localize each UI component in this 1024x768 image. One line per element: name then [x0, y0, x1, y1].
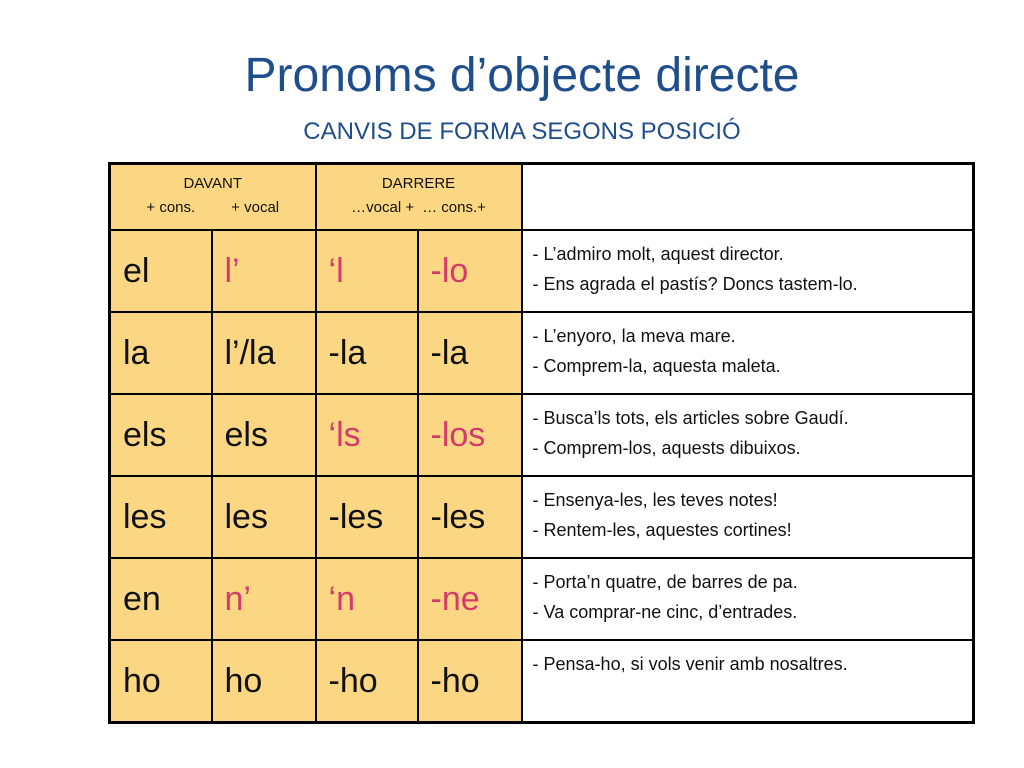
header-darrere-label: DARRERE: [381, 175, 456, 192]
pronoun-after-consonant: -les: [418, 476, 522, 558]
header-davant-label: DAVANT: [183, 175, 243, 192]
table-row: [110, 230, 974, 312]
pronoun-after-vowel: ‘ls: [316, 394, 418, 476]
example-sentence: - Busca’ls tots, els articles sobre Gaudí.: [532, 408, 849, 428]
example-sentence: - Comprem-los, aquests dibuixos.: [532, 438, 801, 458]
pronoun-before-vowel: ho: [212, 640, 316, 723]
pronoun-before-vowel: els: [212, 394, 316, 476]
example-sentence: - Ensenya-les, les teves notes!: [532, 490, 778, 510]
examples-cell: [522, 230, 974, 312]
pronoun-base: les: [110, 476, 212, 558]
header-davant: [110, 164, 316, 231]
table-row: [110, 558, 974, 640]
table-header-row: [110, 164, 974, 231]
examples-cell: [522, 640, 974, 723]
table-row: [110, 640, 974, 723]
table-row: [110, 476, 974, 558]
pronoun-base: en: [110, 558, 212, 640]
examples-cell: [522, 394, 974, 476]
pronoun-after-vowel: ‘n: [316, 558, 418, 640]
page-subtitle: CANVIS DE FORMA SEGONS POSICIÓ: [303, 118, 741, 145]
header-examples: [522, 164, 974, 231]
pronoun-base: el: [110, 230, 212, 312]
pronoun-before-vowel: l’: [212, 230, 316, 312]
pronoun-table: [108, 162, 975, 724]
example-sentence: - Pensa-ho, si vols venir amb nosaltres.: [532, 654, 848, 674]
pronoun-after-consonant: -la: [418, 312, 522, 394]
table-row: [110, 394, 974, 476]
examples-cell: [522, 312, 974, 394]
header-darrere-cons: … cons.+: [422, 199, 486, 216]
pronoun-after-consonant: -lo: [418, 230, 522, 312]
example-sentence: - Rentem-les, aquestes cortines!: [532, 520, 792, 540]
pronoun-after-consonant: -los: [418, 394, 522, 476]
table-row: [110, 312, 974, 394]
pronoun-base: ho: [110, 640, 212, 723]
example-sentence: - L’admiro molt, aquest director.: [532, 244, 784, 264]
header-davant-cons: + cons.: [146, 199, 196, 216]
pronoun-before-vowel: les: [212, 476, 316, 558]
example-sentence: - Porta’n quatre, de barres de pa.: [532, 572, 798, 592]
examples-cell: [522, 558, 974, 640]
example-sentence: - Comprem-la, aquesta maleta.: [532, 356, 781, 376]
header-darrere-vocal: …vocal +: [351, 199, 415, 216]
example-sentence: - L’enyoro, la meva mare.: [532, 326, 736, 346]
pronoun-base: els: [110, 394, 212, 476]
example-sentence: - Va comprar-ne cinc, d’entrades.: [532, 602, 798, 622]
pronoun-after-consonant: -ne: [418, 558, 522, 640]
example-sentence: - Ens agrada el pastís? Doncs tastem-lo.: [532, 274, 858, 294]
header-davant-vocal: + vocal: [231, 199, 280, 216]
pronoun-after-vowel: -les: [316, 476, 418, 558]
pronoun-base: la: [110, 312, 212, 394]
pronoun-after-vowel: -la: [316, 312, 418, 394]
pronoun-after-vowel: ‘l: [316, 230, 418, 312]
header-darrere: [316, 164, 522, 231]
page-title: Pronoms d’objecte directe: [244, 49, 800, 102]
pronoun-after-consonant: -ho: [418, 640, 522, 723]
examples-cell: [522, 476, 974, 558]
pronoun-after-vowel: -ho: [316, 640, 418, 723]
pronoun-before-vowel: l’/la: [212, 312, 316, 394]
pronoun-before-vowel: n’: [212, 558, 316, 640]
